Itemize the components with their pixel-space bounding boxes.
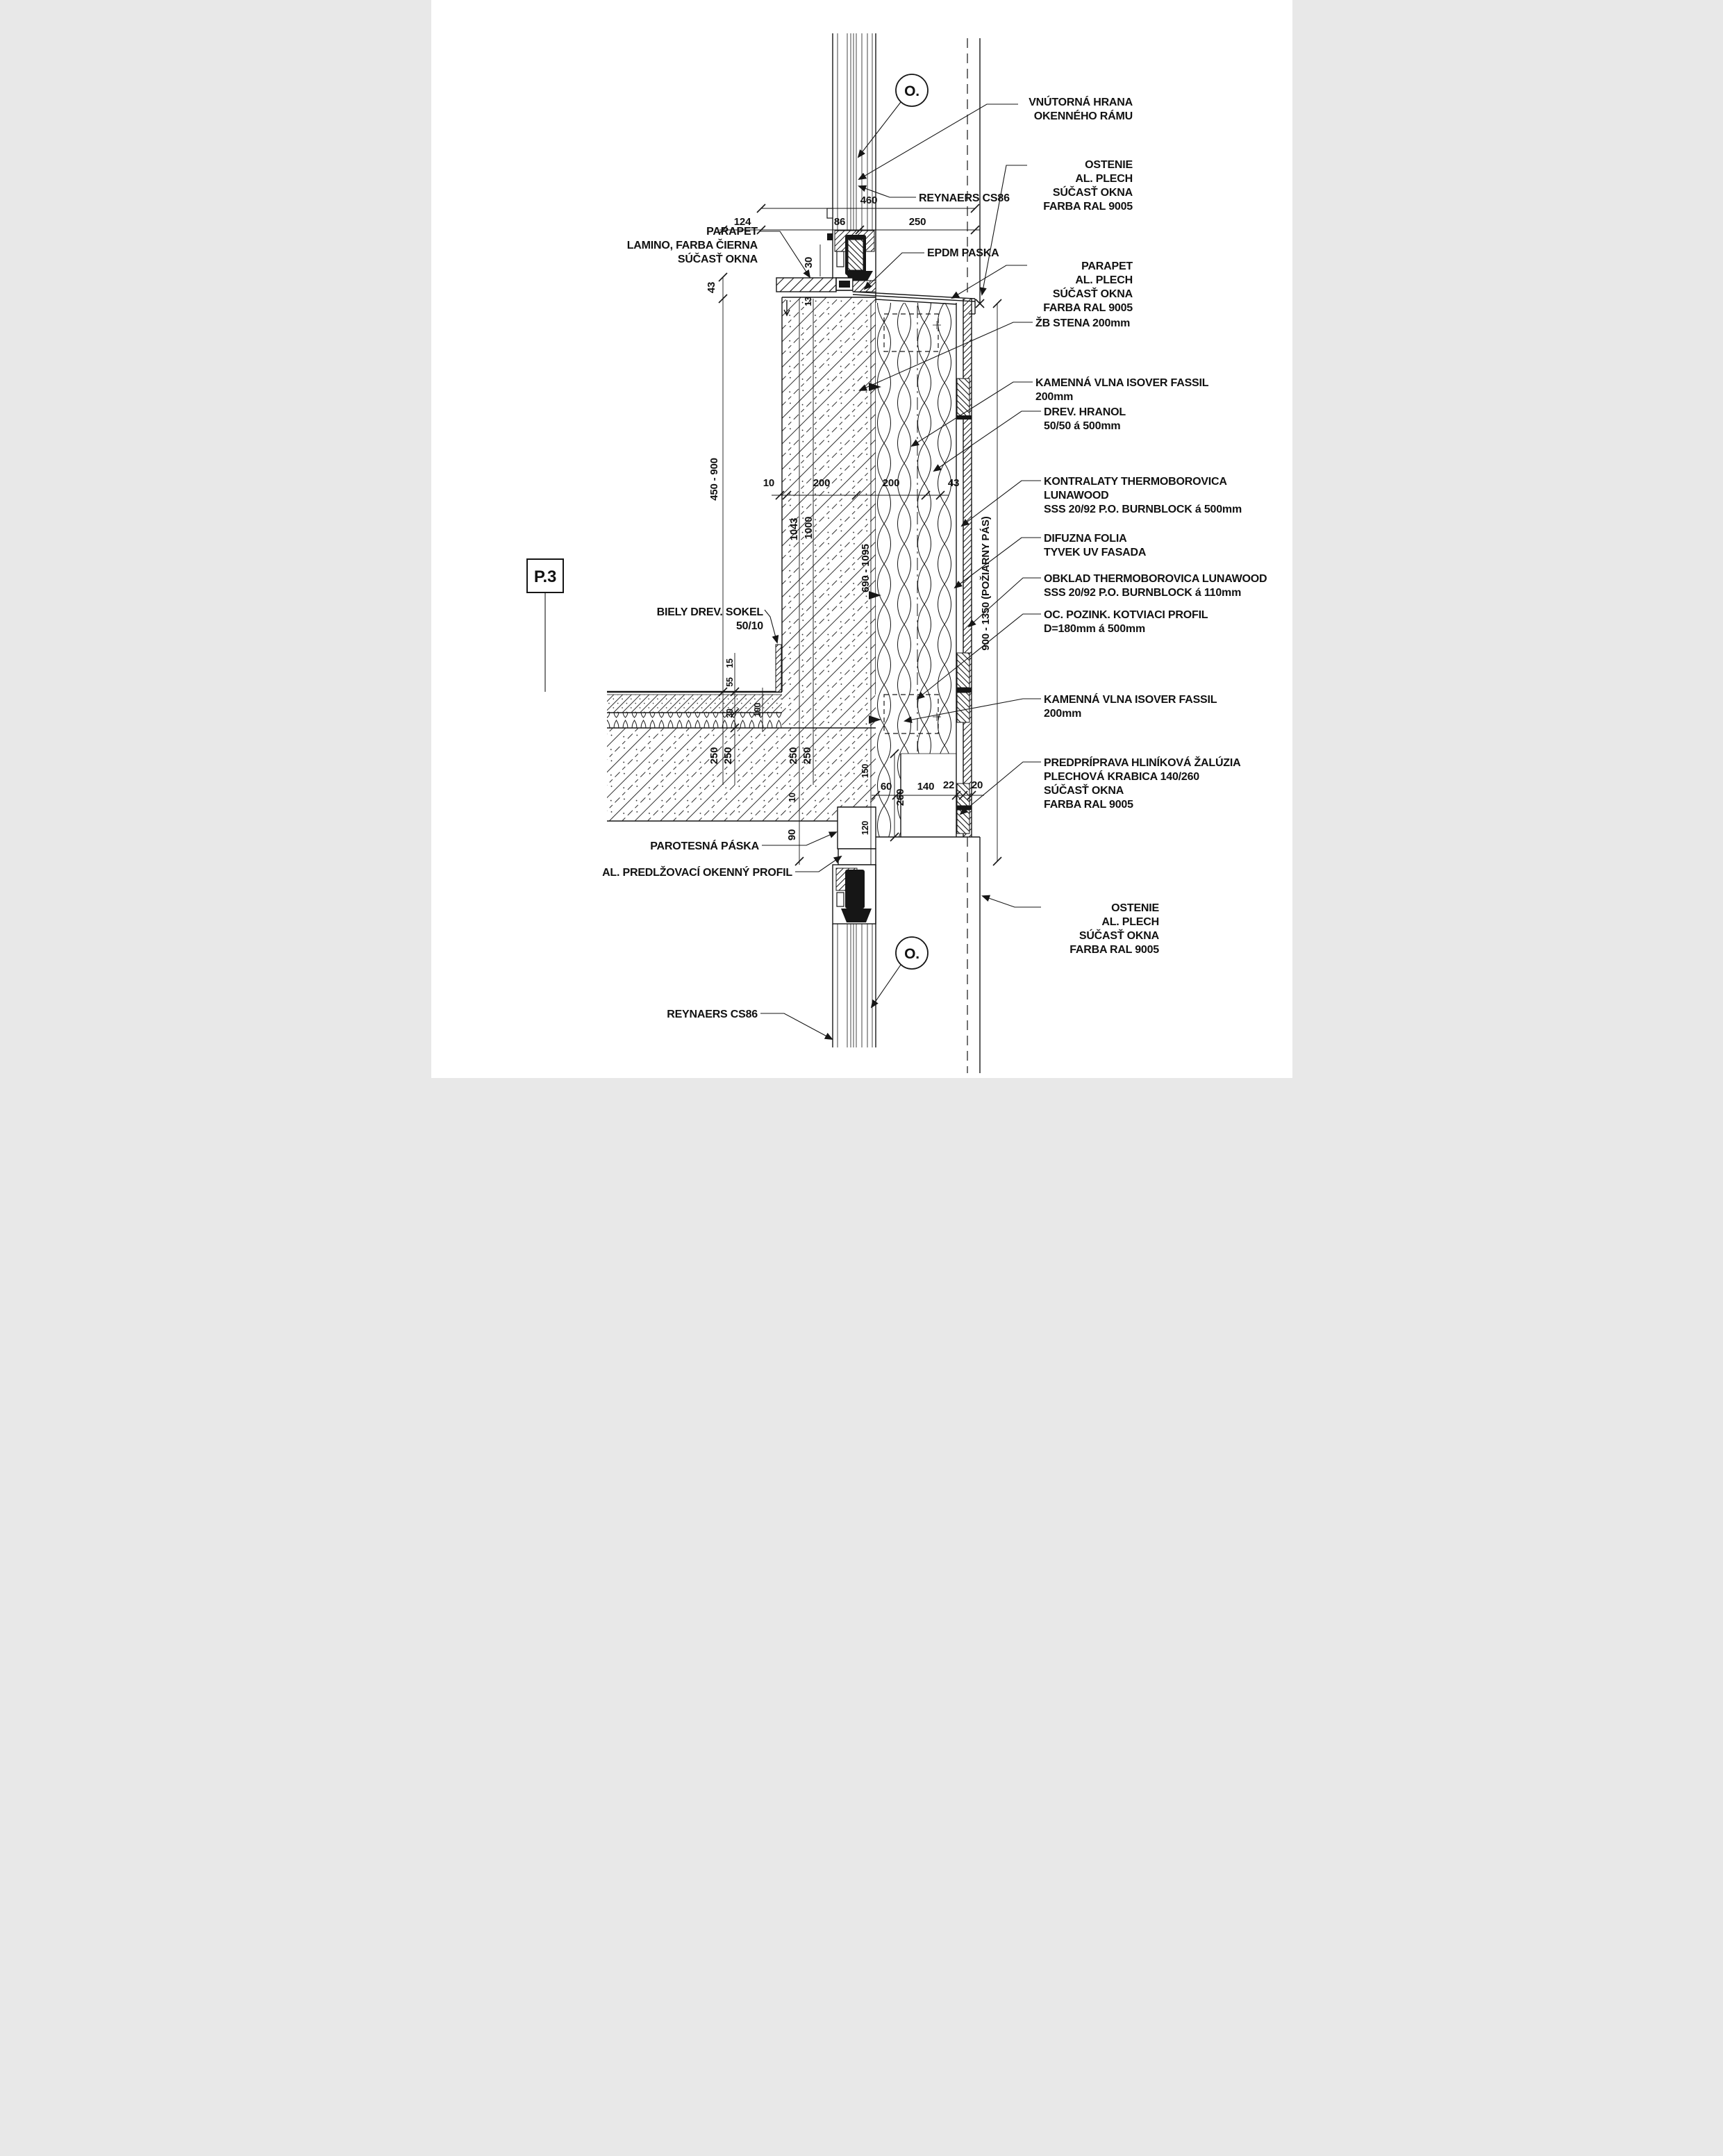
label-al-predlzovaci: AL. PREDLŽOVACÍ OKENNÝ PROFIL bbox=[601, 867, 792, 879]
label-zb-stena: ŽB STENA 200mm bbox=[1035, 317, 1130, 329]
label-predpriprava-3: SÚČASŤ OKNA bbox=[1043, 785, 1124, 797]
dim-joint-10: 10 bbox=[787, 793, 797, 802]
label-ostenie-bottom-1: OSTENIE bbox=[1110, 902, 1159, 914]
label-parapet-plech-1: PARAPET bbox=[1081, 260, 1133, 272]
label-sokel-1: BIELY DREV. SOKEL bbox=[656, 606, 763, 618]
label-difuzna-2: TYVEK UV FASADA bbox=[1043, 547, 1146, 558]
dim-250: 250 bbox=[908, 216, 926, 228]
dim-100: 100 bbox=[752, 702, 763, 718]
label-sokel-2: 50/10 bbox=[735, 620, 763, 632]
dim-top-total: 460 bbox=[860, 194, 877, 206]
dim-124: 124 bbox=[733, 216, 751, 228]
detail-marker-top-label: O. bbox=[904, 83, 919, 99]
label-ostenie-top-2: AL. PLECH bbox=[1074, 173, 1133, 185]
dim-slab-b1: 250 bbox=[787, 747, 799, 765]
dim-20: 20 bbox=[971, 779, 983, 791]
label-parapet-lamino-3: SÚČASŤ OKNA bbox=[677, 254, 758, 265]
label-kotviaci-1: OC. POZINK. KOTVIACI PROFIL bbox=[1043, 609, 1208, 621]
dim-slab-a1: 250 bbox=[708, 747, 720, 765]
dim-150: 150 bbox=[860, 763, 870, 779]
label-predpriprava-2: PLECHOVÁ KRABICA 140/260 bbox=[1043, 771, 1199, 783]
dim-15: 15 bbox=[724, 658, 735, 668]
label-parapet-plech-4: FARBA RAL 9005 bbox=[1042, 302, 1133, 314]
dim-1000: 1000 bbox=[802, 516, 815, 540]
label-reynaers-bottom: REYNAERS CS86 bbox=[666, 1009, 758, 1020]
label-hranol-2: 50/50 á 500mm bbox=[1043, 420, 1120, 432]
label-predpriprava-4: FARBA RAL 9005 bbox=[1043, 799, 1133, 811]
label-kamenna-1a: KAMENNÁ VLNA ISOVER FASSIL bbox=[1035, 377, 1208, 389]
parapet-lamino-board bbox=[776, 278, 836, 292]
label-ostenie-top-3: SÚČASŤ OKNA bbox=[1052, 187, 1133, 199]
label-parapet-lamino-2: LAMINO, FARBA ČIERNA bbox=[626, 240, 758, 251]
section-ref-label: P.3 bbox=[533, 567, 556, 586]
dim-200b: 200 bbox=[882, 477, 899, 489]
dim-30-floor: 30 bbox=[724, 708, 735, 718]
label-parapet-lamino-1: PARAPET bbox=[706, 226, 758, 238]
label-predpriprava-1: PREDPRÍPRAVA HLINÍKOVÁ ŽALÚZIA bbox=[1043, 757, 1240, 769]
dim-120: 120 bbox=[860, 820, 870, 836]
skirting-sokel bbox=[776, 645, 781, 692]
dim-690-1095: 690 - 1095 bbox=[859, 544, 872, 592]
label-ostenie-top-4: FARBA RAL 9005 bbox=[1042, 201, 1133, 213]
label-ostenie-top-1: OSTENIE bbox=[1084, 159, 1133, 171]
dim-200a: 200 bbox=[813, 477, 830, 489]
al-extension-profile bbox=[838, 849, 876, 865]
dim-60: 60 bbox=[880, 781, 892, 793]
dim-86: 86 bbox=[833, 216, 845, 228]
floor-slab bbox=[607, 692, 876, 821]
dim-1043: 1043 bbox=[788, 517, 800, 541]
label-difuzna-1: DIFUZNA FOLIA bbox=[1043, 533, 1126, 545]
label-ostenie-bottom-4: FARBA RAL 9005 bbox=[1069, 944, 1159, 956]
dim-13: 13 bbox=[803, 297, 813, 306]
dim-450-900: 450 - 900 bbox=[708, 458, 720, 501]
label-kontralaty-1: KONTRALATY THERMOBOROVICA bbox=[1043, 476, 1227, 488]
label-kamenna-2a: KAMENNÁ VLNA ISOVER FASSIL bbox=[1043, 694, 1217, 706]
dim-22: 22 bbox=[942, 779, 954, 791]
mineral-wool-insulation bbox=[876, 299, 959, 837]
detail-drawing-canvas bbox=[431, 0, 1292, 1078]
dim-260: 260 bbox=[894, 788, 906, 806]
drawing-page bbox=[431, 0, 1292, 1078]
label-ostenie-bottom-3: SÚČASŤ OKNA bbox=[1079, 930, 1159, 942]
dim-90: 90 bbox=[785, 829, 798, 841]
label-vnutorna-1: VNÚTORNÁ HRANA bbox=[1028, 97, 1133, 108]
label-kontralaty-2: LUNAWOOD bbox=[1043, 490, 1109, 501]
dim-10: 10 bbox=[763, 477, 774, 489]
window-section-top bbox=[827, 33, 876, 299]
section-ref-box bbox=[527, 559, 563, 692]
label-kontralaty-3: SSS 20/92 P.O. BURNBLOCK á 500mm bbox=[1043, 504, 1242, 515]
window-section-bottom bbox=[833, 865, 876, 1047]
label-obklad-1: OBKLAD THERMOBOROVICA LUNAWOOD bbox=[1043, 573, 1267, 585]
dim-slab-a2: 250 bbox=[722, 747, 734, 765]
detail-marker-bottom-label: O. bbox=[904, 946, 919, 962]
cladding-layers bbox=[956, 299, 972, 837]
label-parapet-plech-3: SÚČASŤ OKNA bbox=[1052, 288, 1133, 300]
detail-marker-bottom bbox=[872, 937, 928, 1007]
label-kamenna-1b: 200mm bbox=[1035, 391, 1073, 403]
label-reynaers-top: REYNAERS CS86 bbox=[918, 192, 1010, 204]
label-parotesna: PAROTESNÁ PÁSKA bbox=[649, 840, 759, 852]
dim-55: 55 bbox=[724, 677, 735, 687]
dim-43-right: 43 bbox=[947, 477, 959, 489]
label-kamenna-2b: 200mm bbox=[1043, 708, 1081, 720]
dim-slab-b2: 250 bbox=[801, 747, 813, 765]
label-hranol-1: DREV. HRANOL bbox=[1043, 406, 1126, 418]
label-parapet-plech-2: AL. PLECH bbox=[1074, 274, 1133, 286]
dim-140: 140 bbox=[917, 781, 934, 793]
dim-30-parapet: 30 bbox=[802, 256, 815, 269]
label-kotviaci-2: D=180mm á 500mm bbox=[1043, 623, 1145, 635]
dim-fire-band: 900 - 1350 (POŽIARNY PÁS) bbox=[979, 516, 992, 651]
dim-43-left: 43 bbox=[705, 281, 717, 294]
label-vnutorna-2: OKENNÉHO RÁMU bbox=[1033, 110, 1133, 122]
epdm-tape bbox=[853, 281, 876, 292]
label-obklad-2: SSS 20/92 P.O. BURNBLOCK á 110mm bbox=[1043, 587, 1241, 599]
label-ostenie-bottom-2: AL. PLECH bbox=[1101, 916, 1159, 928]
blind-box-and-profile bbox=[838, 807, 876, 865]
label-epdm: EPDM PASKA bbox=[926, 247, 999, 259]
